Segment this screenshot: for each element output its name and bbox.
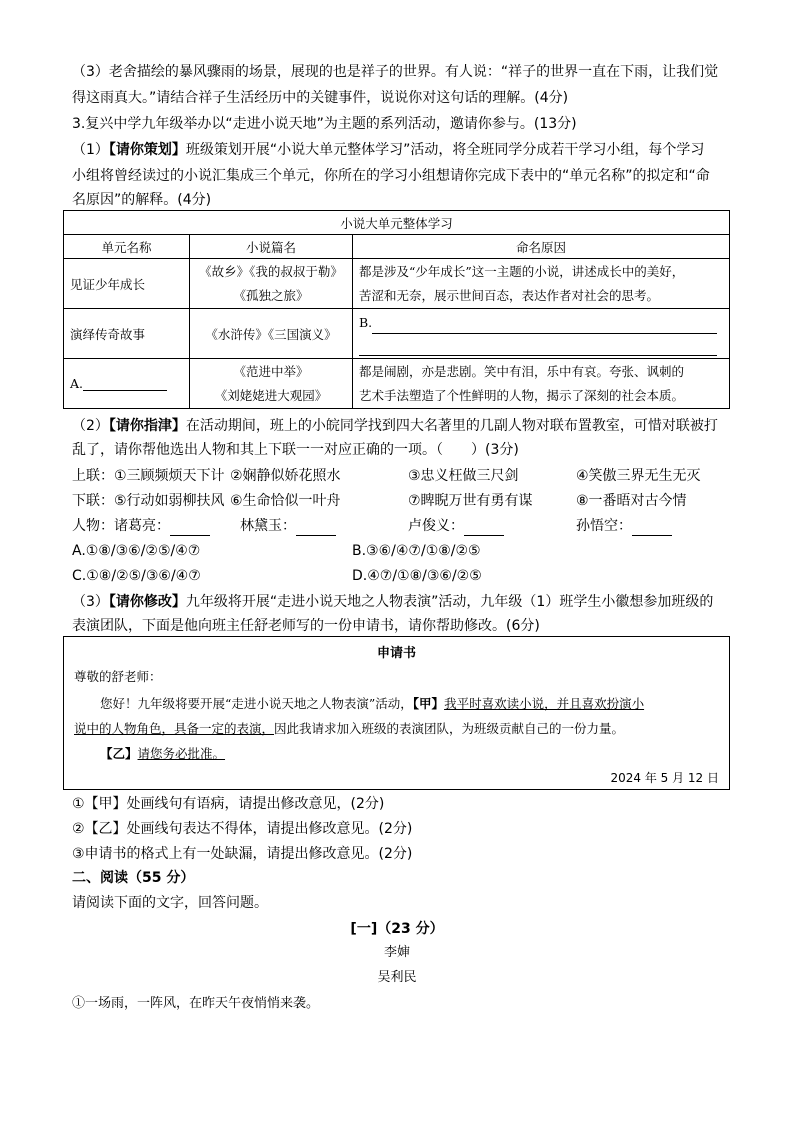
letter-text: 您好！九年级将要开展“走进小说天地之人物表演”活动，	[100, 696, 413, 711]
unit-table	[63, 210, 730, 409]
person-name: 卢俊义：	[408, 518, 464, 534]
underlined-sentence-jia: 说中的人物角色，具备一定的表演，	[74, 721, 275, 736]
sub3-tag: 【请你修改】	[108, 594, 186, 610]
couplet-item: ①三顾频烦天下计	[114, 468, 225, 484]
sub1-line2: 小组将曾经读过的小说汇集成三个单元，你所在的学习小组想请你完成下表中的“单元名称”的拟定和“命	[72, 168, 710, 184]
upper-label: 上联：	[72, 468, 114, 484]
answer-blank[interactable]	[170, 535, 210, 536]
couplet-item: ④笑傲三界无生无灭	[576, 468, 701, 484]
options-row-2	[72, 566, 482, 586]
novels-cell	[190, 359, 353, 409]
unit-cell: 见证少年成长	[64, 259, 190, 309]
essay-title: 李婶	[383, 945, 410, 960]
sub1-tag: 【请你策划】	[108, 142, 186, 158]
question-item: ①【甲】处画线句有语病，请提出修改意见，(2分)	[72, 796, 385, 812]
person-item	[240, 516, 336, 536]
question-3: 3.复兴中学九年级举办以“走进小说天地”为主题的系列活动，邀请你参与。(13分)	[72, 116, 577, 132]
q3-3-line2: 得这雨真大。”请结合祥子生活经历中的关键事件，说说你对这句话的理解。(4分)	[72, 90, 569, 106]
underlined-sentence-yi: 请您务必批准。	[137, 746, 226, 761]
sub1-text: 班级策划开展“小说大单元整体学习”活动，将全班同学分成若干学习小组，每个学习	[185, 142, 705, 158]
section-heading: 二、阅读（55 分）	[72, 870, 195, 886]
part-heading: [一]（23 分）	[350, 921, 444, 937]
reason-b-line1	[359, 312, 723, 334]
reason-line: 都是涉及“少年成长”这一主题的小说，讲述成长中的美好，	[359, 263, 685, 279]
answer-blank-b-2[interactable]	[359, 355, 717, 356]
reading-instruction: 请阅读下面的文字，回答问题。	[72, 895, 268, 911]
lower-couplets	[72, 491, 687, 511]
person-name: 孙悟空：	[576, 518, 632, 534]
couplet-item: ⑧一番晤对古今情	[576, 493, 687, 509]
question-item: ②【乙】处画线句表达不得体，请提出修改意见。(2分)	[72, 821, 413, 837]
novels-cell	[190, 259, 353, 309]
unit-answer-cell	[64, 359, 190, 409]
letter-body-line3	[100, 744, 225, 762]
reason-answer-cell	[353, 309, 730, 359]
sub1-prefix: （1）	[72, 142, 109, 158]
table-title: 小说大单元整体学习	[64, 211, 730, 235]
couplet-item: ⑦睥睨万世有勇有谋	[408, 493, 533, 509]
options-row-1	[72, 541, 481, 561]
sub2-line1	[72, 416, 718, 436]
novel-line: 《范进中举》	[233, 363, 309, 379]
application-letter	[63, 636, 730, 790]
reason-line: 艺术手法塑造了个性鲜明的人物，揭示了深刻的社会本质。	[359, 387, 685, 403]
essay-first-paragraph: ①一场雨，一阵风，在昨天午夜悄悄来袭。	[72, 996, 320, 1011]
sub2-prefix: （2）	[72, 418, 109, 434]
novel-line: 《刘姥姥进大观园》	[214, 387, 328, 403]
table-row	[64, 359, 730, 409]
couplet-item: ⑥生命恰似一叶舟	[230, 493, 341, 509]
mark-jia: 【甲】	[412, 696, 445, 711]
sub2-tag: 【请你指津】	[108, 418, 186, 434]
reason-line: 都是闹剧，亦是悲剧。笑中有泪，乐中有哀。夸张、讽刺的	[359, 363, 685, 379]
sub3-text: 九年级将开展“走进小说天地之人物表演”活动，九年级（1）班学生小徽想参加班级的	[185, 594, 714, 610]
essay-author: 吴利民	[377, 970, 417, 985]
letter-text: 因此我请求加入班级的表演团队，为班级贡献自己的一份力量。	[274, 721, 625, 736]
q3-3-line1: （3）老舍描绘的暴风骤雨的场景，展现的也是祥子的世界。有人说：“祥子的世界一直在下雨，让我们觉	[72, 64, 719, 80]
reason-cell	[353, 259, 730, 309]
novels-cell: 《水浒传》《三国演义》	[190, 309, 353, 359]
sub3-prefix: （3）	[72, 594, 109, 610]
reason-line: 苦涩和无奈，展示世间百态，表达作者对社会的思考。	[359, 287, 660, 303]
header-unit: 单元名称	[64, 235, 190, 259]
letter-salutation: 尊敬的舒老师：	[74, 669, 162, 684]
upper-couplets	[72, 466, 701, 486]
underlined-sentence-jia: 我平时喜欢读小说，并且喜欢扮演小	[444, 696, 645, 711]
header-novels: 小说篇名	[190, 235, 353, 259]
table-row	[64, 259, 730, 309]
person-name: 诸葛亮：	[114, 518, 170, 534]
novel-line: 《故乡》《我的叔叔于勒》	[199, 263, 343, 279]
sub3-line1	[72, 592, 713, 612]
reason-b-line2	[359, 334, 723, 356]
option-d[interactable]: D.④⑦/①⑧/③⑥/②⑤	[352, 568, 482, 584]
sub1-line3: 名原因”的解释。(4分)	[72, 192, 212, 208]
reason-cell	[353, 359, 730, 409]
couplet-item: ③忠义枉做三尺剑	[408, 468, 519, 484]
sub3-line2: 表演团队，下面是他向班主任舒老师写的一份申请书，请你帮助修改。(6分)	[72, 618, 540, 634]
answer-blank[interactable]	[632, 535, 672, 536]
person-name: 林黛玉：	[240, 518, 296, 534]
option-b[interactable]: B.③⑥/④⑦/①⑧/②⑤	[352, 543, 481, 559]
letter-date: 2024 年 5 月 12 日	[610, 771, 719, 785]
header-reason: 命名原因	[353, 235, 730, 259]
unit-cell: 演绎传奇故事	[64, 309, 190, 359]
sub2-text: 在活动期间，班上的小皖同学找到四大名著里的几副人物对联布置教室，可惜对联被打	[185, 418, 718, 434]
answer-blank[interactable]	[464, 535, 504, 536]
sub1-line1	[72, 140, 704, 160]
mark-yi: 【乙】	[100, 746, 138, 761]
person-item	[576, 516, 672, 536]
option-a[interactable]: A.①⑧/③⑥/②⑤/④⑦	[72, 543, 201, 559]
lower-label: 下联：	[72, 493, 114, 509]
couplet-item: ⑤行动如弱柳扶风	[114, 493, 225, 509]
table-row	[64, 309, 730, 359]
couplet-item: ②娴静似娇花照水	[230, 468, 341, 484]
letter-title: 申请书	[376, 646, 416, 661]
novel-line: 《孤独之旅》	[233, 287, 309, 303]
reason-b-label: B.	[359, 314, 373, 330]
person-item	[114, 516, 210, 536]
answer-blank[interactable]	[296, 535, 336, 536]
answer-blank-a[interactable]	[83, 390, 167, 391]
option-c[interactable]: C.①⑧/②⑤/③⑥/④⑦	[72, 568, 201, 584]
people-label: 人物：	[72, 518, 114, 534]
letter-body-line2	[74, 719, 624, 737]
unit-a-label: A.	[70, 376, 84, 391]
question-item: ③申请书的格式上有一处缺漏，请提出修改意见。(2分)	[72, 846, 413, 862]
letter-body-line1	[100, 694, 644, 712]
person-item	[408, 516, 504, 536]
sub2-line2: 乱了，请你帮他选出人物和其上下联一一对应正确的一项。（ ）(3分)	[72, 442, 519, 458]
people-row	[72, 516, 632, 536]
